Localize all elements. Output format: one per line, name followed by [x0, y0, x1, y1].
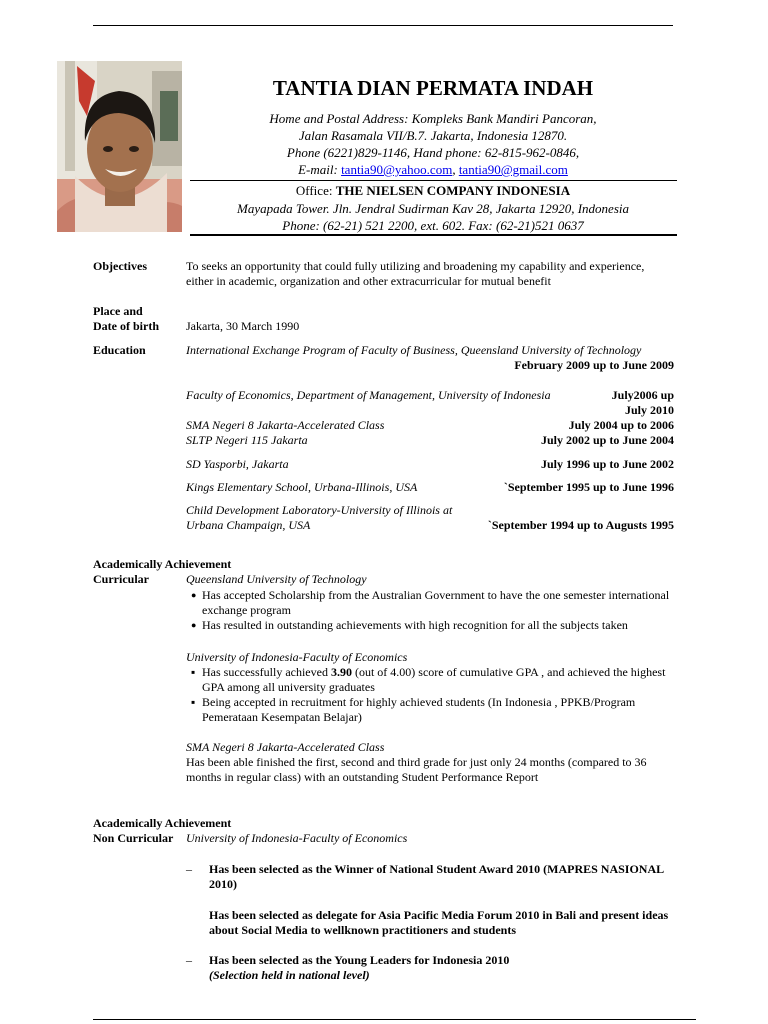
edu-sd-period: July 1996 up to June 2002	[540, 457, 674, 471]
education-label: Education	[93, 343, 146, 357]
bullet-round-icon: ●	[191, 620, 197, 630]
curricular-sma-heading: SMA Negeri 8 Jakarta-Accelerated Class	[186, 740, 385, 754]
birth-label-date: Date of birth	[93, 319, 159, 333]
curricular-qut-list	[186, 588, 674, 633]
bullet-round-icon: ●	[191, 590, 197, 600]
objectives-text: To seeks an opportunity that could fully utilizing and broadening my capability and experience, either in academic, organization and other extracurricular for mutual benefit	[186, 259, 645, 288]
list-item: ● Has accepted Scholarship from the Australian Government to have the one semester international exchange program	[191, 588, 670, 617]
edu-sma-period: July 2004 up to 2006	[568, 418, 674, 432]
edu-cdl-school-a: Child Development Laboratory-University of Illinois at	[186, 503, 453, 517]
header-rule-bottom	[190, 234, 677, 236]
curricular-ui-list	[186, 665, 674, 725]
curricular-ui-heading: University of Indonesia-Faculty of Economics	[186, 650, 408, 664]
curricular-sma-text: Has been able finished the first, second and third grade for just only 24 months (compared to 36 months in regular class) with an outstanding Student Performance Report	[186, 755, 647, 784]
home-address-line1: Home and Postal Address: Kompleks Bank Mandiri Pancoran,	[269, 111, 597, 126]
office-company: THE NIELSEN COMPANY INDONESIA	[335, 183, 571, 198]
candidate-name: TANTIA DIAN PERMATA INDAH	[272, 76, 594, 100]
edu-ui-period-b: July 2010	[624, 403, 674, 417]
office-address: Mayapada Tower. Jln. Jendral Sudirman Kav 28, Jakarta 12920, Indonesia	[236, 201, 630, 216]
profile-photo	[57, 61, 182, 232]
edu-qut-period: February 2009 up to June 2009	[514, 358, 674, 372]
curricular-label-2: Curricular	[93, 572, 149, 586]
noncurricular-label-1: Academically Achievement	[93, 816, 232, 830]
edu-sma-school: SMA Negeri 8 Jakarta-Accelerated Class	[186, 418, 385, 432]
top-rule	[93, 25, 673, 26]
noncurricular-item-mapres: Has been selected as the Winner of National Student Award 2010 (MAPRES NASIONAL 2010)	[209, 862, 664, 891]
edu-ui-period-a: July2006 up	[611, 388, 674, 402]
email-line	[190, 161, 676, 178]
list-item: ▪ Has successfully achieved 3.90 (out of 4.00) score of cumulative GPA , and achieved the highest GPA among all university graduates	[191, 665, 666, 694]
dash-icon: –	[186, 862, 192, 876]
noncurricular-item-apmf: Has been selected as delegate for Asia Pacific Media Forum 2010 in Bali and present ideas about Social Media to wellknown practitioners and students	[209, 908, 669, 937]
edu-cdl-period: `September 1994 up to Augusts 1995	[487, 518, 674, 532]
edu-sltp-period: July 2002 up to June 2004	[540, 433, 674, 447]
edu-qut-school: International Exchange Program of Faculty of Business, Queensland University of Technology	[186, 343, 642, 357]
curricular-label-1: Academically Achievement	[93, 557, 232, 571]
edu-sd-school: SD Yasporbi, Jakarta	[186, 457, 289, 471]
email-prefix: E-mail:	[298, 162, 342, 177]
office-phone: Phone: (62-21) 521 2200, ext. 602. Fax: (62-21)521 0637	[282, 218, 584, 233]
email-link-gmail[interactable]: tantia90@gmail.com	[458, 162, 568, 177]
birth-label-place: Place and	[93, 304, 143, 318]
curricular-qut-heading: Queensland University of Technology	[186, 572, 367, 586]
noncurricular-item-young-leaders: Has been selected as the Young Leaders for Indonesia 2010	[209, 953, 510, 967]
birth-value: Jakarta, 30 March 1990	[186, 319, 300, 333]
bullet-square-icon: ▪	[191, 665, 196, 679]
gpa-value: 3.90	[330, 665, 352, 679]
noncurricular-label-2: Non Curricular	[93, 831, 174, 845]
noncurricular-item-note: (Selection held in national level)	[209, 968, 370, 982]
edu-sltp-school: SLTP Negeri 115 Jakarta	[186, 433, 308, 447]
list-item: ● Has resulted in outstanding achievements with high recognition for all the subjects taken	[191, 618, 628, 632]
edu-cdl-school-b: Urbana Champaign, USA	[186, 518, 311, 532]
edu-kings-period: `September 1995 up to June 1996	[503, 480, 674, 494]
office-prefix: Office:	[295, 183, 336, 198]
list-item: ▪ Being accepted in recruitment for highly achieved students (In Indonesia , PPKB/Program Pemerataan Kesempatan Belajar)	[191, 695, 636, 724]
noncurricular-heading: University of Indonesia-Faculty of Economics	[186, 831, 408, 845]
home-address-line2: Jalan Rasamala VII/B.7. Jakarta, Indonesia 12870.	[298, 128, 568, 143]
dash-icon: –	[186, 953, 192, 967]
header-rule-top	[190, 180, 677, 181]
edu-ui-school: Faculty of Economics, Department of Management, University of Indonesia	[186, 388, 551, 402]
objectives-label: Objectives	[93, 259, 147, 273]
email-separator: ,	[452, 162, 459, 177]
edu-kings-school: Kings Elementary School, Urbana-Illinois, USA	[186, 480, 418, 494]
office-line	[190, 182, 676, 199]
bullet-square-icon: ▪	[191, 695, 196, 709]
phone-line: Phone (6221)829-1146, Hand phone: 62-815-962-0846,	[286, 145, 580, 160]
bottom-rule	[93, 1019, 696, 1020]
email-link-yahoo[interactable]: tantia90@yahoo.com	[341, 162, 453, 177]
